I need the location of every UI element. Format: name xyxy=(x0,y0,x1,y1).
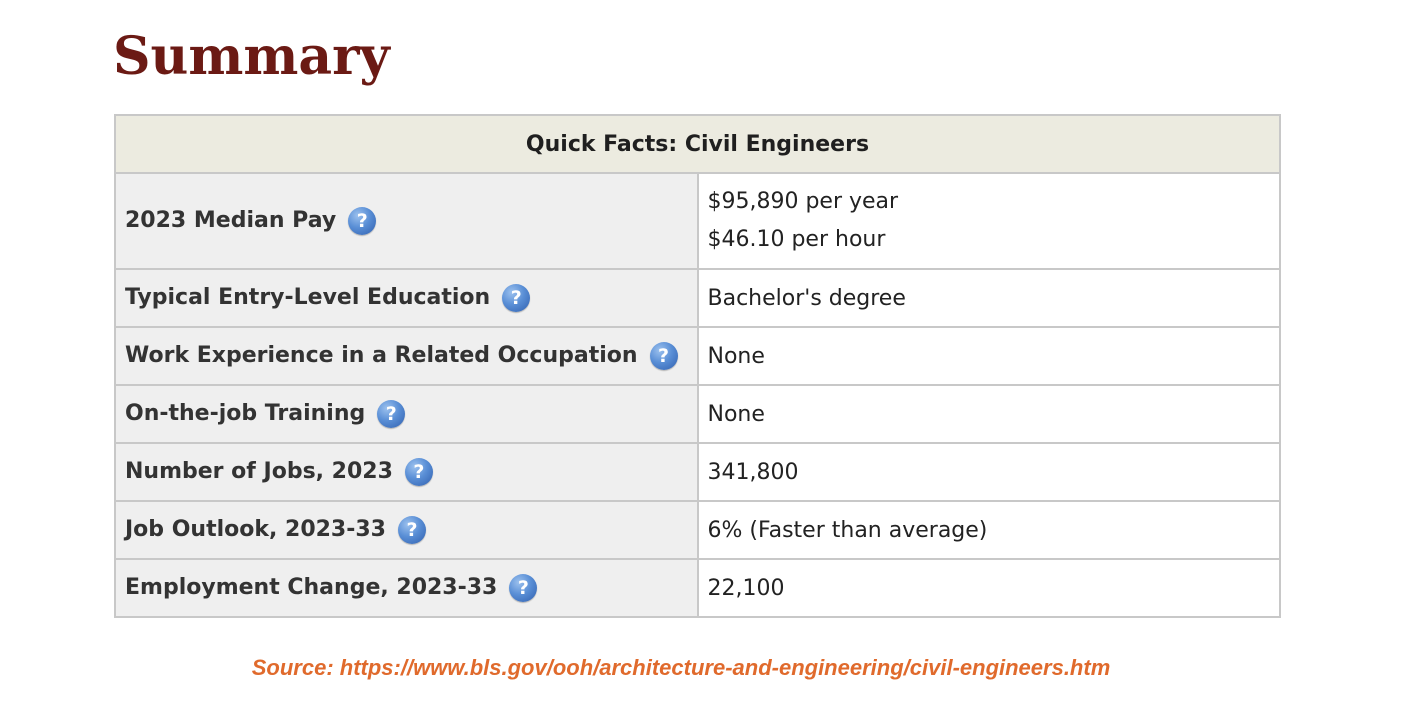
row-value: 6% (Faster than average) xyxy=(698,501,1281,559)
table-row xyxy=(115,443,1280,501)
row-value: 341,800 xyxy=(698,443,1281,501)
row-label-text: Job Outlook, 2023-33 xyxy=(125,517,386,542)
table-row xyxy=(115,501,1280,559)
row-label xyxy=(115,501,698,559)
table-header: Quick Facts: Civil Engineers xyxy=(115,115,1280,173)
row-value-text: $95,890 per year xyxy=(707,189,899,214)
row-label-text: On-the-job Training xyxy=(125,401,366,426)
row-value: None xyxy=(698,327,1281,385)
help-icon[interactable]: ? xyxy=(377,400,405,428)
table-row xyxy=(115,269,1280,327)
help-icon[interactable]: ? xyxy=(398,516,426,544)
quick-facts-table xyxy=(114,114,1281,618)
row-label xyxy=(115,269,698,327)
row-value-text: $46.10 per hour xyxy=(707,227,886,252)
help-icon[interactable]: ? xyxy=(502,284,530,312)
row-label-text: Work Experience in a Related Occupation xyxy=(125,343,638,368)
row-value: None xyxy=(698,385,1281,443)
table-row xyxy=(115,327,1280,385)
row-label-text: Employment Change, 2023-33 xyxy=(125,575,498,600)
row-value: 22,100 xyxy=(698,559,1281,617)
row-label xyxy=(115,327,698,385)
help-icon[interactable]: ? xyxy=(405,458,433,486)
table-row xyxy=(115,385,1280,443)
row-value: Bachelor's degree xyxy=(698,269,1281,327)
help-icon[interactable]: ? xyxy=(509,574,537,602)
row-label-text: Typical Entry-Level Education xyxy=(125,285,491,310)
help-icon[interactable]: ? xyxy=(650,342,678,370)
row-label xyxy=(115,443,698,501)
row-label-text: 2023 Median Pay xyxy=(125,208,337,233)
row-label xyxy=(115,559,698,617)
table-row xyxy=(115,559,1280,617)
row-label xyxy=(115,173,698,269)
table-row xyxy=(115,173,1280,269)
page-title: Summary xyxy=(113,26,390,87)
row-value xyxy=(698,173,1281,269)
row-label-text: Number of Jobs, 2023 xyxy=(125,459,393,484)
row-label xyxy=(115,385,698,443)
source-citation: Source: https://www.bls.gov/ooh/architecture-and-engineering/civil-engineers.htm xyxy=(251,655,1111,680)
help-icon[interactable]: ? xyxy=(348,207,376,235)
